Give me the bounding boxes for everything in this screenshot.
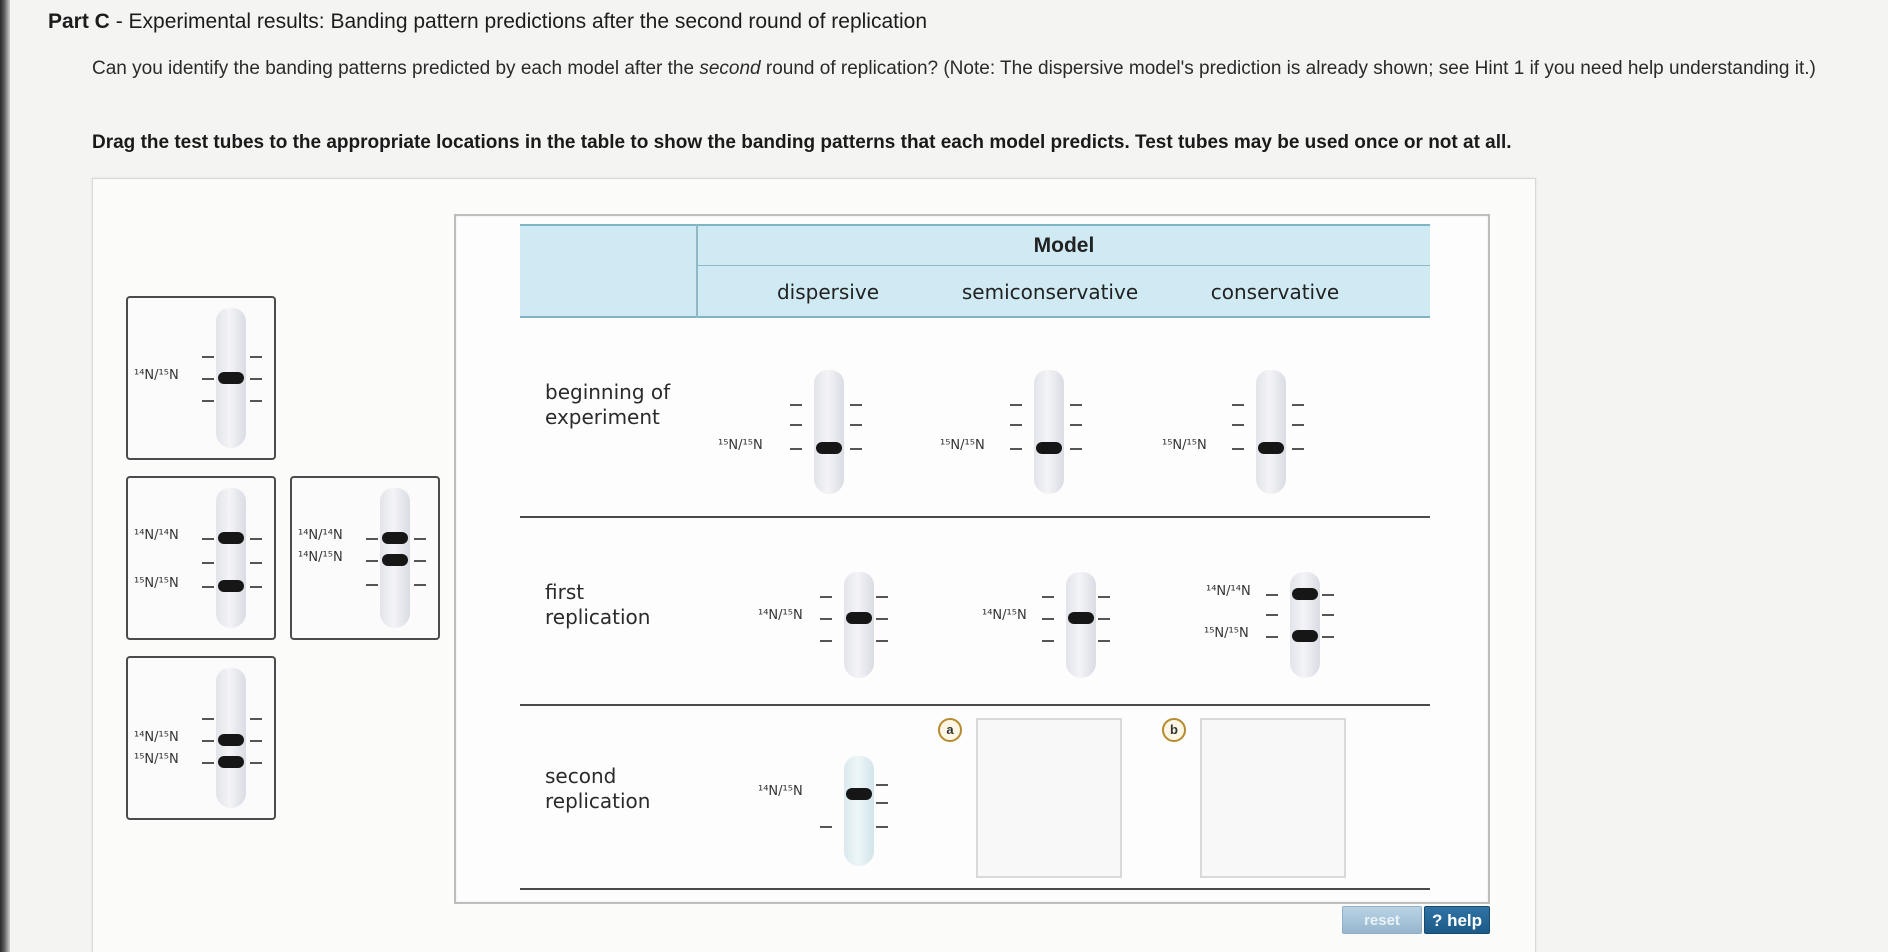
band-marker [850,448,862,450]
band-marker [366,584,378,586]
band-marker [876,618,888,620]
window-edge [0,0,10,952]
band-label: ¹⁵N/¹⁵N [134,576,179,591]
source-tube-1[interactable] [126,296,276,460]
band-marker [250,718,262,720]
band-marker [250,562,262,564]
band-marker [1010,404,1022,406]
band-marker [876,802,888,804]
row-label-line: experiment [545,405,660,429]
band-marker [366,560,378,562]
band-marker [414,560,426,562]
band-marker [202,356,214,358]
band-marker [202,586,214,588]
question-part-2: round of replication? (Note: The dispersive model's prediction is already shown; see Hint 1 if you need help understanding it.) [760,58,1816,79]
dna-band [1068,612,1094,624]
band-marker [790,404,802,406]
band-marker [1232,448,1244,450]
dna-band [218,734,244,746]
band-marker [414,584,426,586]
row-label-beginning [545,380,670,430]
band-marker [250,740,262,742]
column-dispersive: dispersive [776,280,879,304]
dna-band [382,532,408,544]
band-label: ¹⁴N/¹⁵N [982,608,1027,623]
part-title [48,10,927,34]
band-label: ¹⁵N/¹⁵N [1204,626,1249,641]
band-marker [1042,596,1054,598]
dna-band [218,580,244,592]
band-marker [1232,404,1244,406]
band-marker [1070,424,1082,426]
dna-band [816,442,842,454]
band-marker [820,826,832,828]
band-label: ¹⁴N/¹⁴N [1206,584,1251,599]
band-marker [414,538,426,540]
source-tube-4[interactable] [126,656,276,820]
band-marker [1070,448,1082,450]
drop-target-label-b: b [1162,718,1186,742]
band-marker [250,400,262,402]
drop-zone-semiconservative-second[interactable] [976,718,1122,878]
dna-band [218,372,244,384]
band-marker [1266,594,1278,596]
header-rule [698,265,1430,266]
model-header: Model [1033,234,1095,257]
band-marker [250,762,262,764]
band-marker [250,356,262,358]
band-marker [1266,614,1278,616]
band-marker [1322,636,1334,638]
help-button[interactable]: ? help [1424,906,1490,934]
band-marker [366,538,378,540]
band-marker [820,618,832,620]
test-tube [814,370,844,494]
test-tube [844,756,874,866]
band-label: ¹⁴N/¹⁵N [134,368,179,383]
row-label-line: replication [545,789,651,813]
band-marker [1292,404,1304,406]
band-label: ¹⁴N/¹⁴N [134,528,179,543]
band-marker [1232,424,1244,426]
band-marker [1010,448,1022,450]
dna-band [218,756,244,768]
band-marker [876,640,888,642]
question-text [92,56,1852,81]
source-tube-2[interactable] [126,476,276,640]
instruction-text: Drag the test tubes to the appropriate locations in the table to show the banding patterns that each model predicts. Test tubes may be used once or not at all. [92,132,1512,153]
band-marker [202,378,214,380]
band-marker [790,448,802,450]
row-divider [520,704,1430,706]
band-marker [820,596,832,598]
dna-band [1036,442,1062,454]
row-divider [520,888,1430,890]
column-semiconservative: semiconservative [961,280,1139,304]
band-marker [202,562,214,564]
band-label: ¹⁴N/¹⁵N [758,784,803,799]
test-tube [844,572,874,678]
test-tube [216,488,246,628]
row-label-line: beginning of [545,380,671,404]
column-conservative: conservative [1210,280,1340,304]
dna-band [218,532,244,544]
band-label: ¹⁴N/¹⁴N [298,528,343,543]
row-label-line: replication [545,605,651,629]
dna-band [846,612,872,624]
band-label: ¹⁵N/¹⁵N [718,438,763,453]
test-tube [1034,370,1064,494]
band-marker [202,400,214,402]
band-marker [790,424,802,426]
band-label: ¹⁵N/¹⁵N [1162,438,1207,453]
band-marker [850,424,862,426]
part-label: Part C [48,10,110,33]
question-part-1: Can you identify the banding patterns predicted by each model after the [92,58,700,79]
test-tube [1256,370,1286,494]
band-marker [820,640,832,642]
drop-target-label-a: a [938,718,962,742]
band-marker [202,740,214,742]
band-marker [202,538,214,540]
band-marker [250,378,262,380]
part-separator: - [109,10,129,33]
band-marker [876,596,888,598]
band-label: ¹⁴N/¹⁵N [134,730,179,745]
row-divider [520,516,1430,518]
row-label-first [545,580,650,630]
row-label-line: second [545,764,617,788]
band-marker [250,586,262,588]
band-marker [1322,594,1334,596]
reset-button[interactable]: reset [1342,906,1422,934]
band-marker [202,762,214,764]
band-label: ¹⁵N/¹⁵N [134,752,179,767]
band-label: ¹⁴N/¹⁵N [298,550,343,565]
part-title-text: Experimental results: Banding pattern predictions after the second round of replication [128,10,927,33]
band-label: ¹⁴N/¹⁵N [758,608,803,623]
band-marker [1010,424,1022,426]
dna-band [1258,442,1284,454]
band-marker [250,538,262,540]
band-marker [876,826,888,828]
row-label-second [545,764,650,814]
test-tube [1066,572,1096,678]
band-marker [1098,618,1110,620]
band-marker [1098,596,1110,598]
band-marker [850,404,862,406]
band-marker [1070,404,1082,406]
band-marker [1042,640,1054,642]
band-marker [1322,614,1334,616]
drop-zone-conservative-second[interactable] [1200,718,1346,878]
band-marker [1266,636,1278,638]
dna-band [382,554,408,566]
question-emphasis: second [699,58,761,79]
dna-band [846,788,872,800]
source-tube-3[interactable] [290,476,440,640]
band-marker [1042,618,1054,620]
band-marker [1098,640,1110,642]
row-label-line: first [545,580,585,604]
dna-band [1292,588,1318,600]
band-label: ¹⁵N/¹⁵N [940,438,985,453]
band-marker [1292,448,1304,450]
band-marker [1292,424,1304,426]
band-marker [876,784,888,786]
dna-band [1292,630,1318,642]
band-marker [202,718,214,720]
